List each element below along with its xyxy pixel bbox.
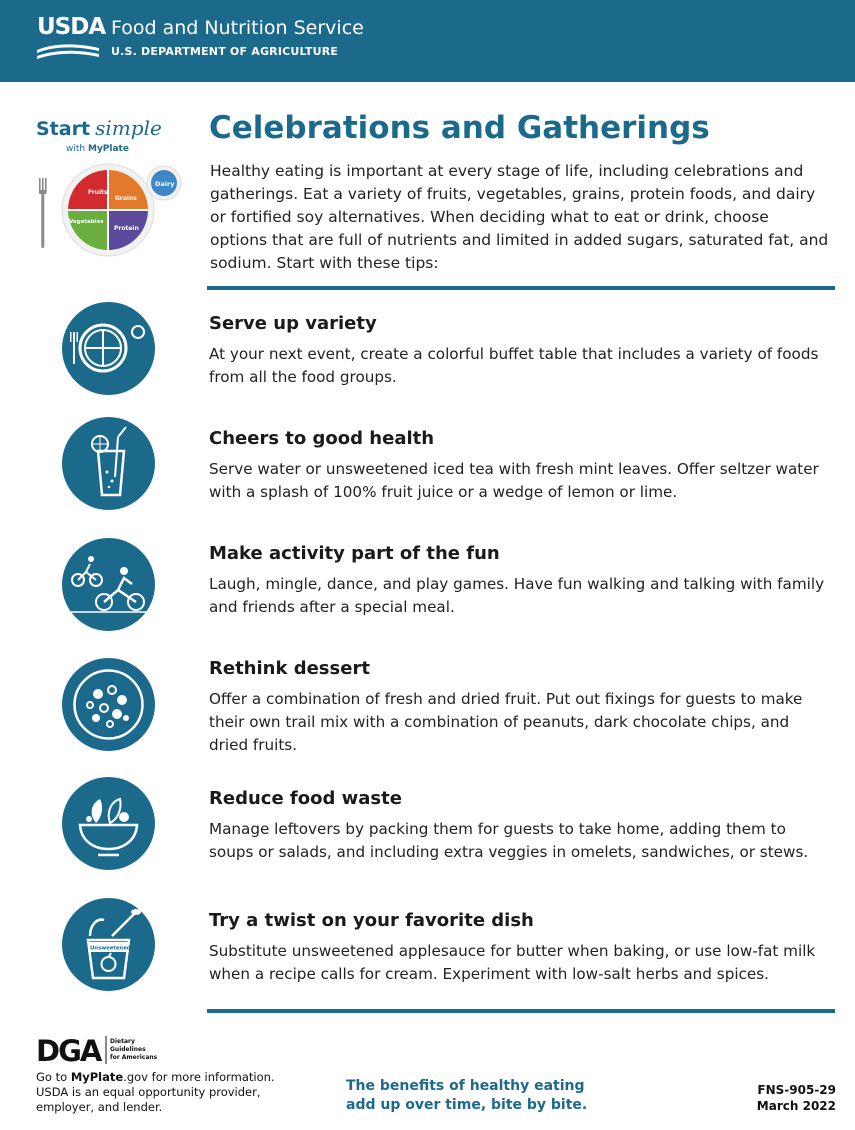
tip-text: Serve water or unsweetened iced tea with fresh mint leaves. Offer seltzer water with a splash of 100% fruit juice or a wedge of lemon or lime.	[209, 460, 819, 501]
fork-icon	[39, 178, 47, 248]
dga-line2: Guidelines	[110, 1046, 146, 1053]
trail-mix-bowl-icon	[62, 658, 155, 751]
agency-title: Food and Nutrition Service	[111, 17, 364, 39]
salad-bowl-icon	[62, 777, 155, 870]
doc-number: FNS-905-29	[757, 1083, 836, 1097]
usda-wordmark: USDA	[37, 14, 106, 40]
tagline-line2: add up over time, bite by bite.	[346, 1097, 588, 1113]
myplate-icon	[36, 160, 186, 265]
bicycle-riders-icon	[62, 538, 155, 631]
brand-start: Start	[36, 118, 91, 140]
tip-heading: Rethink dessert	[209, 658, 370, 679]
doc-date: March 2022	[756, 1099, 836, 1113]
cup-label: Unsweetened	[90, 945, 131, 952]
top-divider	[207, 286, 835, 290]
plate-label-fruits: Fruits	[88, 189, 108, 196]
tip-text: At your next event, create a colorful buffet table that includes a variety of foods from all the food groups.	[209, 345, 819, 386]
intro-paragraph: Healthy eating is important at every stage of life, including celebrations and gatherings. Eat a variety of fruits, vegetables, grains, protein foods, and dairy or fortified soy alternatives. When deciding what to eat or drink, choose options that are full of nutrients and limited in added sugars, saturated fat, and sodium. Start with these tips:	[210, 162, 829, 272]
applesauce-cup-icon	[62, 898, 155, 991]
brand-simple: simple	[95, 116, 162, 140]
start-simple-brand	[36, 116, 186, 154]
bottom-divider	[207, 1009, 835, 1013]
brand-with: with	[66, 144, 86, 154]
tagline-line1: The benefits of healthy eating	[346, 1078, 585, 1094]
equal-opportunity-text: USDA is an equal opportunity provider, employer, and lender.	[36, 1085, 261, 1114]
drink-glass-icon	[62, 417, 155, 510]
go-suffix: .gov for more information.	[123, 1070, 275, 1084]
tip-text: Substitute unsweetened applesauce for butter when baking, or use low-fat milk when a recipe calls for cream. Experiment with low-salt herbs and spices.	[209, 942, 816, 983]
plate-label-vegetables: Vegetables	[69, 219, 104, 225]
plate-label-dairy: Dairy	[155, 180, 175, 188]
tip-heading: Reduce food waste	[209, 788, 402, 809]
page-title: Celebrations and Gatherings	[209, 110, 710, 146]
tip-heading: Cheers to good health	[209, 428, 435, 449]
brand-with-myplate	[66, 144, 129, 154]
plate-icon	[62, 302, 155, 395]
plate-label-grains: Grains	[115, 195, 137, 202]
footer-info	[36, 1070, 296, 1115]
plate-label-protein: Protein	[114, 225, 139, 232]
myplate-link-line	[36, 1070, 296, 1085]
footer-tagline	[346, 1077, 587, 1115]
agency-subtitle: U.S. DEPARTMENT OF AGRICULTURE	[111, 45, 339, 58]
brand-myplate: MyPlate	[87, 144, 129, 154]
tip-heading: Make activity part of the fun	[209, 543, 500, 564]
go-prefix: Go to	[36, 1070, 71, 1084]
tip-heading: Try a twist on your favorite dish	[209, 910, 534, 931]
tip-heading: Serve up variety	[209, 313, 377, 334]
myplate-link[interactable]: MyPlate	[70, 1070, 124, 1084]
dga-line3: for Americans	[110, 1054, 158, 1061]
dga-mark: DGA	[36, 1034, 101, 1066]
dga-line1: Dietary	[110, 1038, 135, 1045]
dga-logo-icon	[36, 1034, 166, 1066]
tip-text: Laugh, mingle, dance, and play games. Have fun walking and talking with family and friends after a special meal.	[209, 575, 825, 616]
tip-text: Manage leftovers by packing them for guests to take home, adding them to soups or salads, and including extra veggies in omelets, sandwiches, or stews.	[209, 820, 809, 861]
tip-text: Offer a combination of fresh and dried fruit. Put out fixings for guests to make their own trail mix with a combination of peanuts, dark chocolate chips, and dried fruits.	[209, 690, 803, 754]
footer-doc-info	[736, 1082, 836, 1114]
site-header	[0, 0, 855, 82]
